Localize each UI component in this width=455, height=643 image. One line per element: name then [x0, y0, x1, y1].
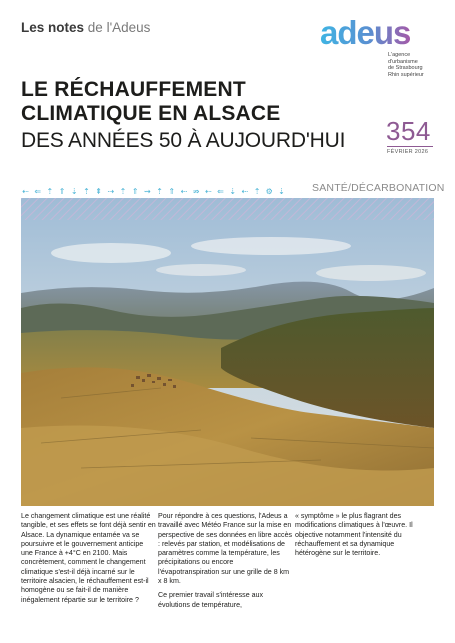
arrow-icon: ⇞	[95, 187, 102, 196]
arrow-icon: ⇢	[107, 187, 115, 196]
arrow-icon: ⇡	[253, 187, 261, 196]
landscape-photo	[21, 198, 434, 506]
arrow-icon: ⇠	[22, 187, 29, 196]
subtitle: DES ANNÉES 50 À AUJOURD'HUI	[21, 129, 346, 152]
title-line-2: CLIMATIQUE EN ALSACE	[21, 102, 281, 125]
series-title-bold: Les notes	[21, 20, 85, 35]
body-paragraph: Ce premier travail s'intéresse aux évolutions de température,	[158, 591, 264, 609]
arrow-icon: ⇡	[156, 187, 163, 196]
body-column-2	[158, 512, 293, 610]
logo-wordmark: adeus	[320, 14, 411, 50]
theme-icon-row	[20, 181, 300, 195]
logo-tagline: L'agence d'urbanisme de Strasbourg Rhin supérieur	[388, 52, 424, 78]
series-title	[21, 20, 150, 35]
arrow-icon: ⇐	[34, 187, 42, 196]
main-title	[21, 78, 281, 126]
arrow-icon: ⇑	[131, 187, 139, 196]
arrow-icon: ⇣	[70, 187, 78, 196]
arrow-icon: ⇠	[204, 187, 212, 196]
body-column-1	[21, 512, 156, 605]
title-line-1: LE RÉCHAUFFEMENT	[21, 78, 246, 101]
arrow-icon: ⇠	[241, 187, 249, 196]
arrow-icon: ⇡	[46, 187, 54, 196]
arrow-icon: ⇝	[144, 187, 151, 196]
issue-date: FÉVRIER 2026	[387, 149, 429, 155]
gear-icon: ⚙	[265, 187, 273, 196]
arrow-icon: ⇡	[83, 187, 90, 196]
arrow-icon: ⇑	[58, 187, 66, 196]
arrow-icon: ⇏	[192, 187, 200, 196]
body-paragraph: Pour répondre à ces questions, l'Adeus a travaillé avec Météo France sur la mise en perspective de ses données en libre accès : relevés par station, et modélisations de paramètres comme la température, les précipitations ou encore l'évapotranspiration sur une grille de 8 km x 8 km.	[158, 512, 293, 586]
arrow-icon: ⇑	[168, 187, 176, 196]
arrow-icon: ⇣	[278, 187, 285, 196]
arrow-icon: ⇡	[119, 187, 127, 196]
body-paragraph: « symptôme » le plus flagrant des modifications climatiques à l'œuvre. Il objective notamment l'intensité du réchauffement et sa dynamique hétérogène sur le territoire.	[295, 512, 413, 558]
body-column-3	[295, 512, 430, 558]
adeus-logo	[320, 14, 436, 50]
series-title-light: de l'Adeus	[87, 20, 151, 35]
arrow-icon: ⇣	[229, 187, 237, 196]
issue-number: 354	[386, 116, 431, 146]
theme-label: SANTÉ/DÉCARBONATION	[312, 182, 445, 194]
arrow-icon: ⇐	[217, 187, 224, 196]
arrow-icon: ⇠	[180, 187, 188, 196]
issue-divider	[387, 146, 433, 147]
body-paragraph: Le changement climatique est une réalité tangible, et ses effets se font déjà sentir en Alsace. La dynamique entamée va se poursuivre et le gouvernement anticipe une France à +4°C en 2100. Mais concrètement, comment le changement climatique s'est-il déjà incarné sur le territoire alsacien, le réchauffement est-il homogène ou se fait-il de manière inégalement répartie sur le territoire ?	[21, 512, 156, 604]
